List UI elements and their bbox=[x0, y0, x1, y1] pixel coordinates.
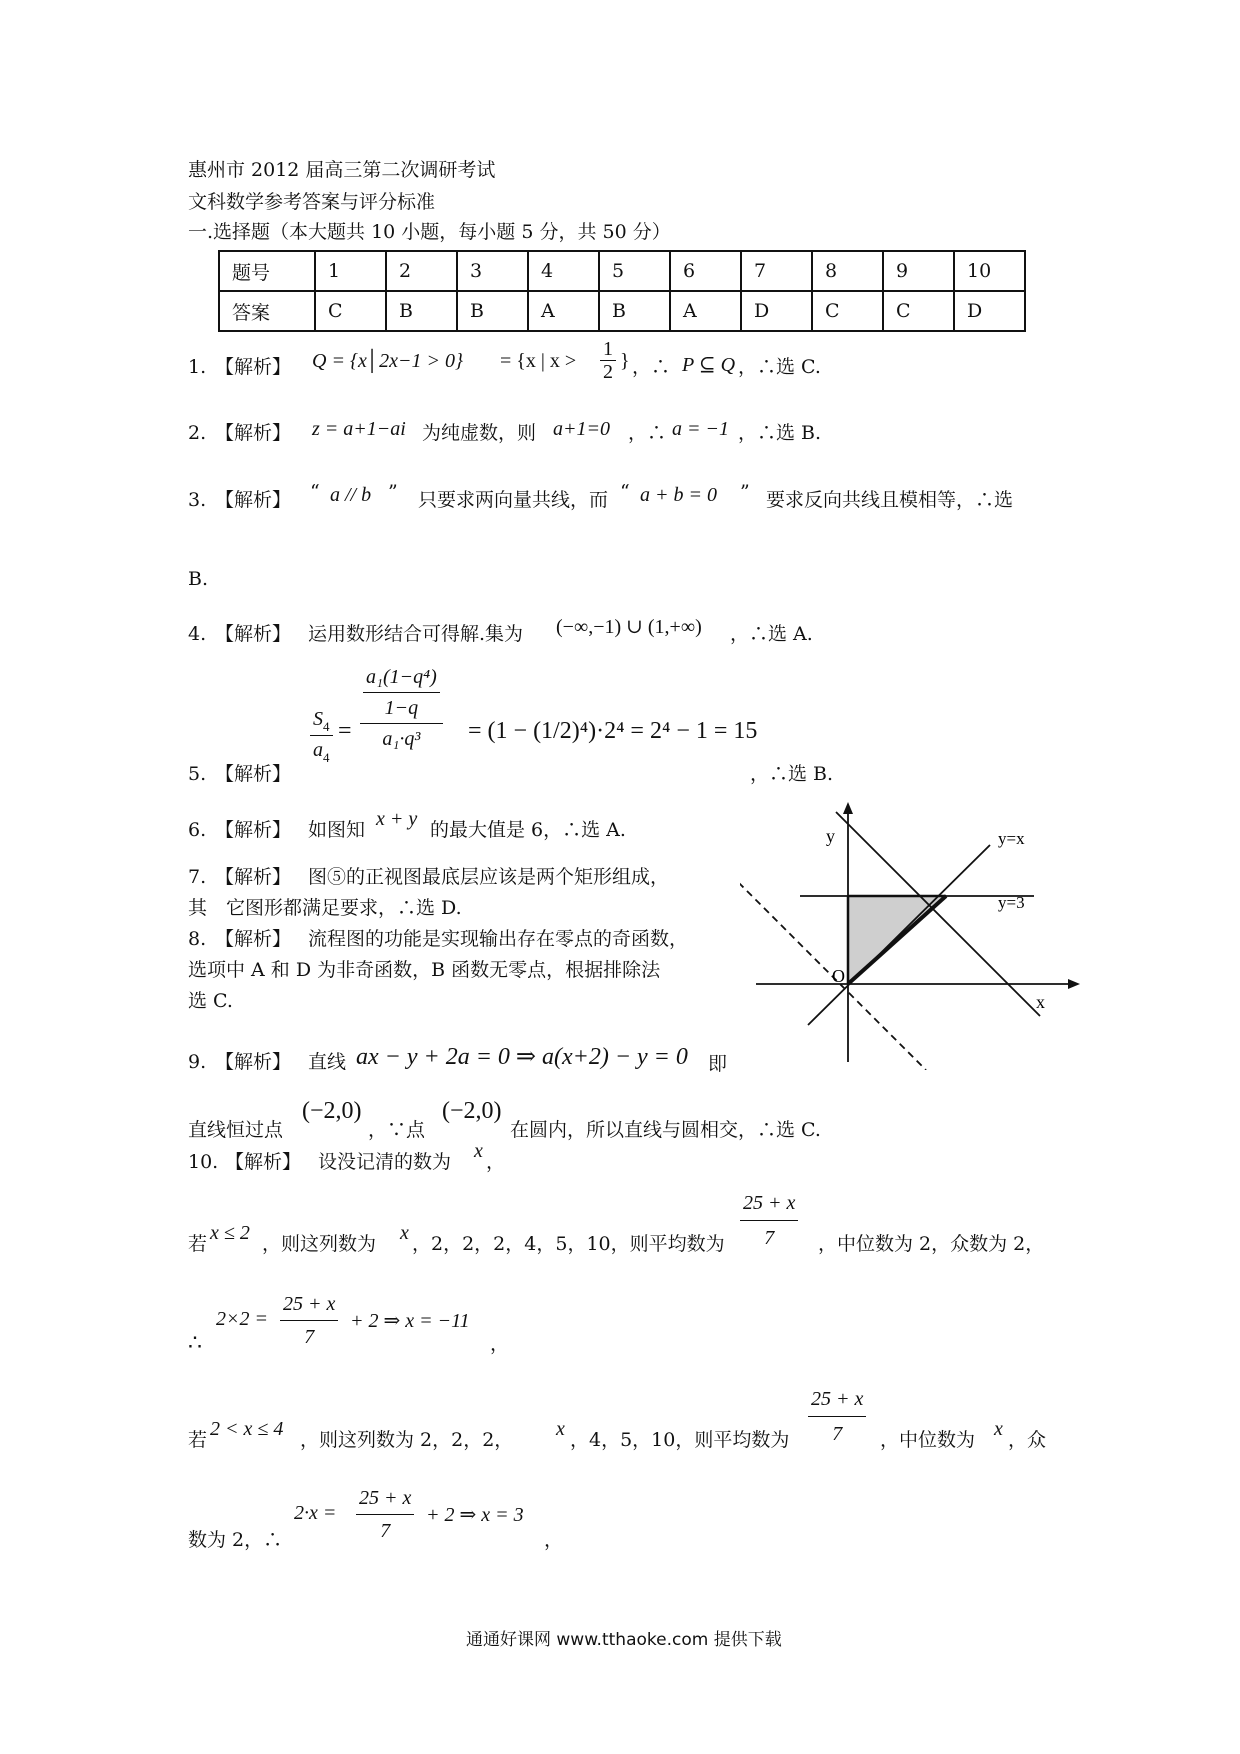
q2-number: 2. bbox=[188, 422, 207, 444]
q1-tail-math: P ⊆ Q bbox=[682, 354, 736, 376]
q5-jiexi: 【解析】 bbox=[215, 763, 292, 785]
q10-jiexi: 【解析】 bbox=[225, 1151, 302, 1173]
table-cell: C bbox=[812, 291, 883, 331]
q10-eq2-a: 2·x = bbox=[294, 1502, 337, 1524]
table-cell: 7 bbox=[741, 251, 812, 291]
q10-c1-if: 若 bbox=[188, 1233, 208, 1255]
q10-c1-frac-num: 25 + x bbox=[740, 1186, 798, 1221]
q10-c2-if: 若 bbox=[188, 1429, 208, 1451]
q5-mid: = (1 − (1/2)⁴)·2⁴ = 2⁴ − 1 = 15 bbox=[468, 718, 758, 744]
q10-c2-frac-num: 25 + x bbox=[808, 1382, 866, 1417]
q3-text2: 要求反向共线且模相等，∴选 bbox=[766, 489, 1014, 511]
q10-eq2-frac bbox=[356, 1482, 414, 1547]
q5-n2: 1−q bbox=[384, 697, 419, 719]
q1-expr-c: } bbox=[620, 350, 630, 372]
q5-lhs-num: S bbox=[313, 708, 323, 730]
q6-text1: 如图知 bbox=[308, 819, 366, 841]
label-y-eq-3: y=3 bbox=[998, 893, 1025, 912]
q3-quote-close: ” bbox=[388, 481, 398, 503]
q5-number: 5. bbox=[188, 763, 207, 785]
q10-c1-text2: ，2，2，2，4，5，10，则平均数为 bbox=[412, 1233, 725, 1255]
q10-c2-frac bbox=[808, 1382, 866, 1451]
q4-number: 4. bbox=[188, 623, 207, 645]
table-cell: 9 bbox=[883, 251, 954, 291]
q10-c2-text5: 数为 2，∴ bbox=[188, 1529, 283, 1551]
table-cell: A bbox=[670, 291, 741, 331]
doc-subtitle: 文科数学参考答案与评分标准 bbox=[188, 191, 436, 213]
table-cell: C bbox=[883, 291, 954, 331]
q3-expr2: a + b = 0 bbox=[640, 484, 717, 506]
q3-text3: B. bbox=[188, 568, 209, 590]
q5-lhs-den-sub: 4 bbox=[323, 749, 330, 765]
table-cell: 8 bbox=[812, 251, 883, 291]
q4-text1: 运用数形结合可得解.集为 bbox=[308, 623, 524, 645]
q5-eq: = bbox=[338, 718, 352, 744]
q10-x: x bbox=[474, 1140, 483, 1162]
table-cell: D bbox=[741, 291, 812, 331]
section-heading: 一.选择题（本大题共 10 小题，每小题 5 分，共 50 分） bbox=[188, 221, 671, 243]
doc-title: 惠州市 2012 届高三第二次调研考试 bbox=[188, 159, 496, 181]
q9-text5: 在圆内，所以直线与圆相交，∴选 C. bbox=[510, 1119, 821, 1141]
q10-eq1-frac-den: 7 bbox=[304, 1326, 315, 1348]
q1-expr-b: = {x | x > bbox=[500, 350, 577, 372]
q10-c1-text3: ，中位数为 2，众数为 2， bbox=[818, 1233, 1045, 1255]
q7-number: 7. bbox=[188, 866, 207, 888]
q5-lhs-den: a bbox=[313, 738, 323, 761]
q2-expr3: a = −1 bbox=[672, 418, 729, 440]
table-cell: A bbox=[528, 291, 599, 331]
axis-label-x: x bbox=[1036, 992, 1045, 1012]
q7-jiexi: 【解析】 bbox=[215, 866, 292, 888]
q9-point1: (−2,0) bbox=[302, 1098, 362, 1124]
q10-eq1-end: ， bbox=[490, 1333, 510, 1355]
q3-jiexi: 【解析】 bbox=[215, 489, 292, 511]
q10-eq2-end: ， bbox=[544, 1529, 564, 1551]
q10-c1-text1: ，则这列数为 bbox=[262, 1233, 377, 1255]
table-row bbox=[219, 291, 1025, 331]
q9-text4: ，∵点 bbox=[368, 1119, 426, 1141]
table-cell: 6 bbox=[670, 251, 741, 291]
q6-number: 6. bbox=[188, 819, 207, 841]
q7-text2: 其 它图形都满足要求，∴选 D. bbox=[188, 897, 462, 919]
y-axis-arrow-icon bbox=[843, 802, 853, 814]
axis-label-y: y bbox=[826, 826, 835, 846]
q10-c2-frac-den: 7 bbox=[832, 1423, 843, 1445]
q9-text1: 直线 bbox=[308, 1051, 347, 1073]
q10-comma: ， bbox=[486, 1151, 506, 1173]
table-cell: 2 bbox=[386, 251, 457, 291]
q10-c1-x: x bbox=[400, 1222, 409, 1244]
q1-frac-den: 2 bbox=[603, 361, 613, 383]
q9-jiexi: 【解析】 bbox=[215, 1051, 292, 1073]
table-cell: 4 bbox=[528, 251, 599, 291]
q9-number: 9. bbox=[188, 1051, 207, 1073]
q9-text2: 即 bbox=[708, 1053, 728, 1075]
table-row bbox=[219, 251, 1025, 291]
table-cell: 5 bbox=[599, 251, 670, 291]
q10-c2-cond: 2 < x ≤ 4 bbox=[210, 1418, 284, 1440]
line-y-equals-x bbox=[808, 845, 990, 1025]
q10-number: 10. bbox=[188, 1151, 219, 1173]
table-cell: C bbox=[315, 291, 386, 331]
table-cell: B bbox=[457, 291, 528, 331]
q1-number: 1. bbox=[188, 356, 207, 378]
q8-number: 8. bbox=[188, 928, 207, 950]
q10-eq1-b: + 2 ⇒ x = −11 bbox=[350, 1310, 470, 1332]
q8-text2: 选项中 A 和 D 为非奇函数，B 函数无零点，根据排除法 bbox=[188, 959, 661, 981]
linear-programming-graph bbox=[740, 800, 1080, 1070]
q2-jiexi: 【解析】 bbox=[215, 422, 292, 444]
table-cell: B bbox=[599, 291, 670, 331]
q1-frac-num: 1 bbox=[600, 338, 616, 361]
table-cell: B bbox=[386, 291, 457, 331]
q2-text1: 为纯虚数，则 bbox=[422, 422, 537, 444]
q10-eq2-frac-den: 7 bbox=[380, 1520, 391, 1542]
table-cell: D bbox=[954, 291, 1025, 331]
q5-n1: a₁(1−q⁴) bbox=[363, 662, 440, 693]
q5-compound-frac bbox=[360, 662, 443, 754]
q10-c2-text3: ，中位数为 bbox=[880, 1429, 976, 1451]
q4-text2: ，∴选 A. bbox=[730, 623, 813, 645]
q5-text2: ，∴选 B. bbox=[750, 763, 834, 785]
q10-eq2-b: + 2 ⇒ x = 3 bbox=[426, 1504, 524, 1526]
q10-c2-x: x bbox=[556, 1418, 565, 1440]
x-axis-arrow-icon bbox=[1068, 979, 1080, 989]
label-y-eq-x: y=x bbox=[998, 829, 1025, 848]
q10-c2-text4: ，众 bbox=[1008, 1429, 1047, 1451]
q4-expr: (−∞,−1) ∪ (1,+∞) bbox=[556, 616, 702, 638]
q6-text2: 的最大值是 6，∴选 A. bbox=[430, 819, 626, 841]
q9-point2: (−2,0) bbox=[442, 1098, 502, 1124]
q10-c2-text2: ，4，5，10，则平均数为 bbox=[570, 1429, 790, 1451]
q10-eq2-frac-num: 25 + x bbox=[356, 1482, 414, 1515]
q10-eq1-a: 2×2 = bbox=[216, 1308, 268, 1330]
q1-fraction bbox=[600, 338, 616, 383]
q4-jiexi: 【解析】 bbox=[215, 623, 292, 645]
table-cell: 答案 bbox=[219, 291, 315, 331]
q10-eq1-frac bbox=[280, 1288, 338, 1353]
q3-quote-close2: ” bbox=[740, 481, 750, 503]
origin-label: O bbox=[832, 966, 845, 986]
q2-expr: z = a+1−ai bbox=[312, 418, 406, 440]
q10-c1-frac bbox=[740, 1186, 798, 1255]
table-cell: 1 bbox=[315, 251, 386, 291]
q3-quote-open2: “ bbox=[620, 481, 630, 503]
answer-table bbox=[218, 250, 1026, 332]
q3-number: 3. bbox=[188, 489, 207, 511]
q1-jiexi: 【解析】 bbox=[215, 356, 292, 378]
q1-tail1: ，∴ bbox=[632, 356, 671, 378]
q10-c1-cond: x ≤ 2 bbox=[210, 1222, 250, 1244]
q9-text3: 直线恒过点 bbox=[188, 1119, 284, 1141]
q8-text1: 流程图的功能是实现输出存在零点的奇函数， bbox=[308, 928, 689, 950]
q10-text1: 设没记清的数为 bbox=[318, 1151, 452, 1173]
q1-tail2: ，∴选 C. bbox=[738, 356, 821, 378]
q7-text1: 图⑤的正视图最底层应该是两个矩形组成， bbox=[308, 866, 670, 888]
q3-text1: 只要求两向量共线，而 bbox=[418, 489, 609, 511]
table-cell: 10 bbox=[954, 251, 1025, 291]
q10-c2-x2: x bbox=[994, 1418, 1003, 1440]
q10-therefore1: ∴ bbox=[188, 1331, 202, 1356]
q10-c2-text1: ，则这列数为 2，2，2， bbox=[300, 1429, 514, 1451]
table-cell: 题号 bbox=[219, 251, 315, 291]
q6-jiexi: 【解析】 bbox=[215, 819, 292, 841]
q3-quote-open: “ bbox=[310, 481, 320, 503]
q9-expr: ax − y + 2a = 0 ⇒ a(x+2) − y = 0 bbox=[356, 1044, 688, 1070]
q2-text3: ，∴选 B. bbox=[738, 422, 822, 444]
footer-source: 通通好课网 www.tthaoke.com 提供下载 bbox=[466, 1630, 782, 1650]
q8-jiexi: 【解析】 bbox=[215, 928, 292, 950]
q5-d1: a₁·q³ bbox=[382, 728, 421, 750]
q1-expr-a: Q = {x│2x−1 > 0} bbox=[312, 350, 463, 372]
q5-lhs-num-sub: 4 bbox=[323, 718, 330, 734]
q5-lhs bbox=[310, 705, 333, 766]
q2-text2: ，∴ bbox=[628, 422, 667, 444]
q10-c1-frac-den: 7 bbox=[764, 1227, 775, 1249]
q8-text3: 选 C. bbox=[188, 990, 233, 1012]
table-cell: 3 bbox=[457, 251, 528, 291]
q6-expr: x + y bbox=[376, 808, 418, 830]
q3-expr: a // b bbox=[330, 484, 372, 506]
q10-eq1-frac-num: 25 + x bbox=[280, 1288, 338, 1321]
q2-expr2: a+1=0 bbox=[553, 418, 610, 440]
